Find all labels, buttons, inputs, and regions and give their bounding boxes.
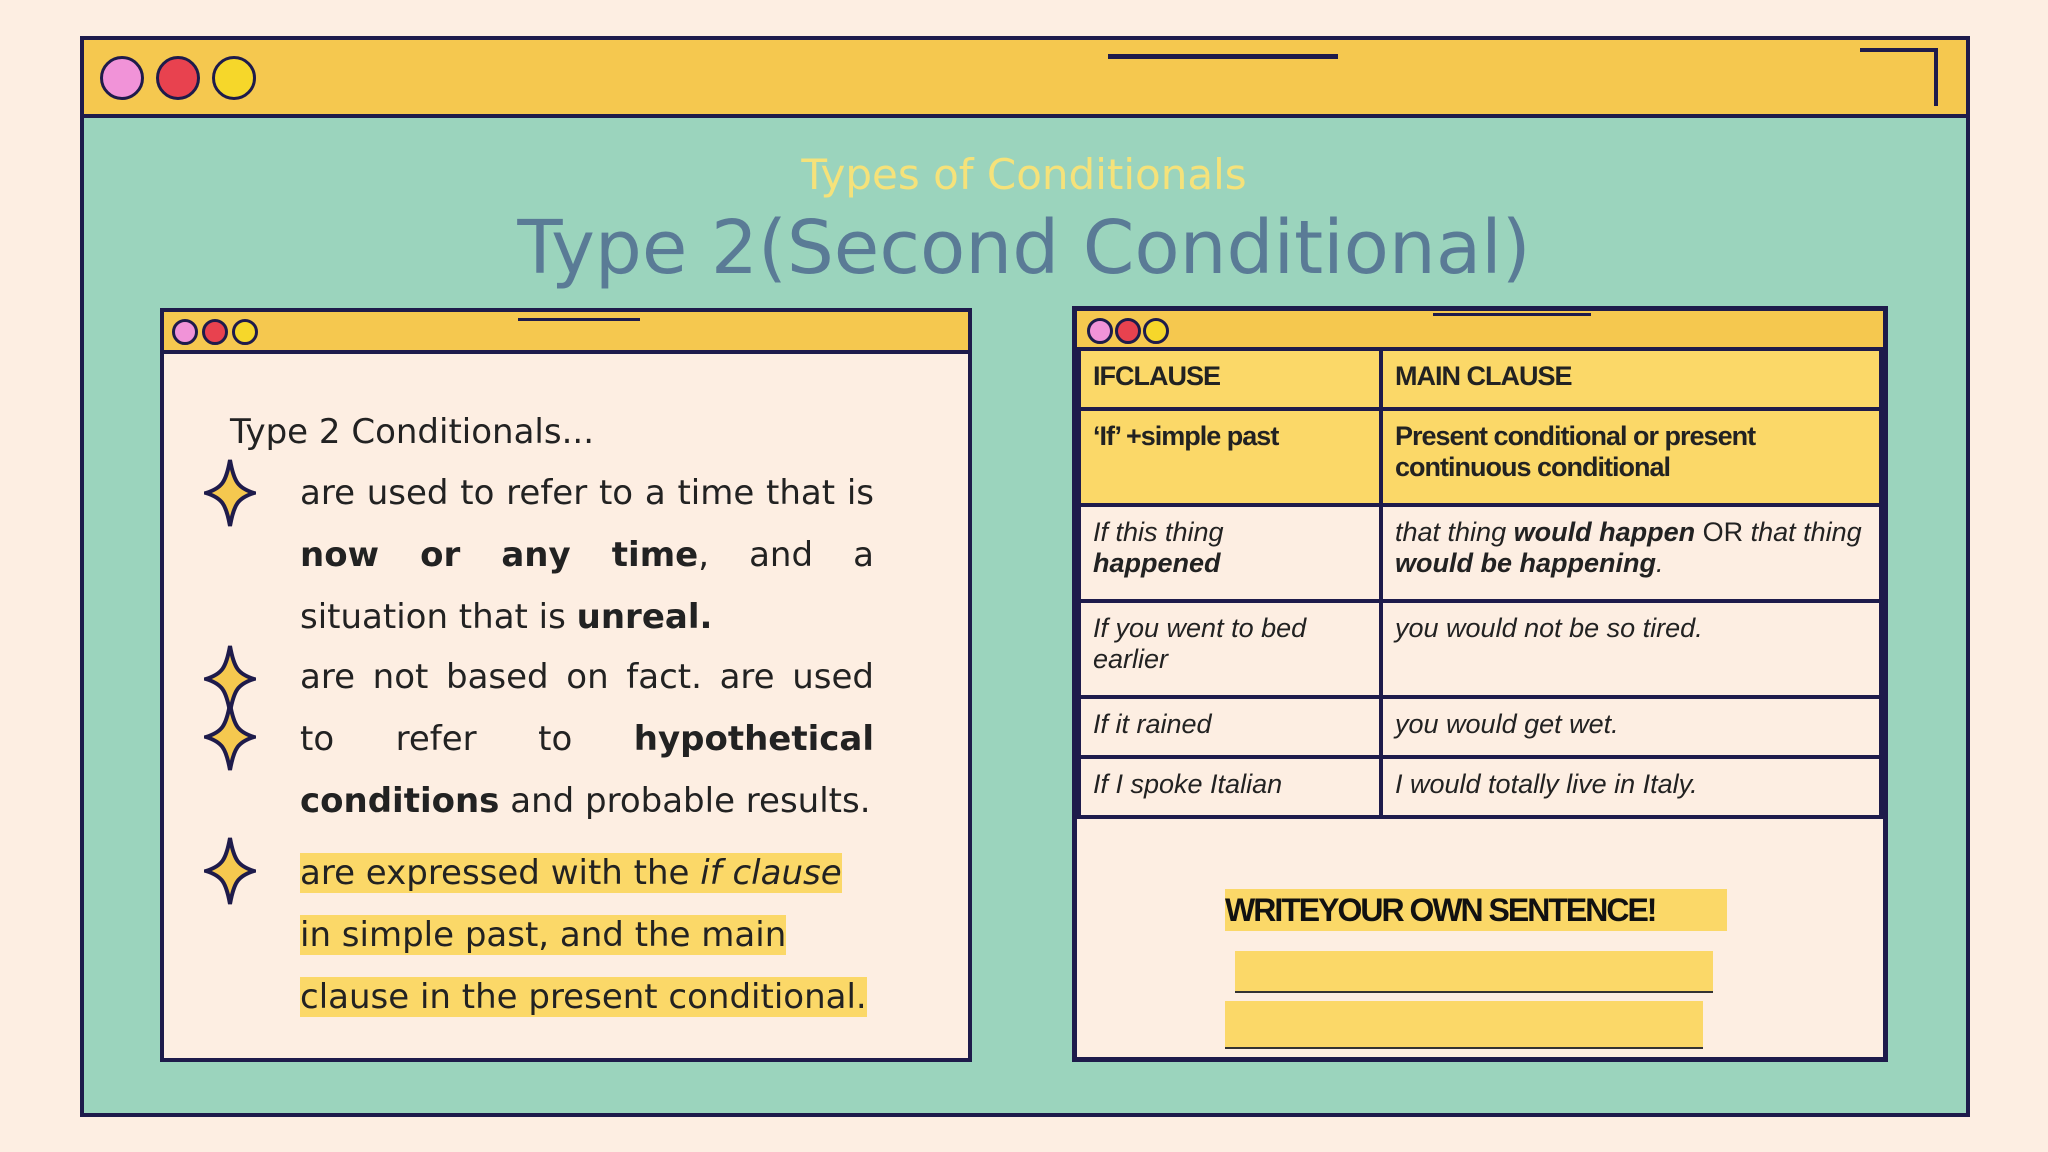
example-if-cell: If it rained	[1079, 697, 1381, 757]
sparkle-icon	[204, 702, 256, 772]
example-main-cell: you would not be so tired.	[1381, 601, 1881, 697]
example-if-cell	[1079, 505, 1381, 601]
slide-title: Type 2(Second Conditional)	[517, 205, 1531, 291]
bullet-3	[300, 842, 874, 1028]
window-dot-red	[156, 56, 200, 100]
bullet-1	[300, 462, 874, 648]
example-if-text: If this thing	[1093, 517, 1224, 547]
bullet-1-bold-b: unreal.	[576, 597, 713, 637]
formula-main: Present conditional or present continuous conditional	[1381, 409, 1881, 505]
bullet-1-bold-a: now or any time	[300, 535, 699, 575]
bullet-2-text-b: and probable results.	[499, 781, 871, 821]
panel-bar-line	[518, 318, 640, 321]
example-main-bold-2: would be happening	[1395, 548, 1656, 578]
table-row	[1079, 697, 1881, 757]
example-main-cell: you would get wet.	[1381, 697, 1881, 757]
example-main-end: .	[1655, 548, 1664, 578]
panel-title-bar	[1077, 311, 1883, 351]
bullet-1-text-b: , and a situation that is	[300, 535, 874, 637]
example-if-cell: If I spoke Italian	[1079, 757, 1381, 817]
formula-if: ‘If’ +simple past	[1079, 409, 1381, 505]
header-main-clause: MAIN CLAUSE	[1381, 349, 1881, 409]
table-header-row	[1079, 349, 1881, 409]
example-main-text-a: that thing	[1395, 517, 1514, 547]
table-formula-row	[1079, 409, 1881, 505]
slide-subtitle: Types of Conditionals	[801, 150, 1247, 199]
example-main-cell	[1381, 505, 1881, 601]
corner-mark-icon	[1860, 48, 1938, 106]
sparkle-icon	[204, 836, 256, 906]
example-if-cell: If you went to bed earlier	[1079, 601, 1381, 697]
explanation-panel	[160, 308, 972, 1062]
write-prompt: WRITEYOUR OWN SENTENCE!	[1225, 889, 1727, 931]
bullet-2-text-a: are not based on fact. are used to refer to	[300, 657, 874, 759]
conditional-table-panel	[1072, 306, 1888, 1062]
window-dot-pink	[100, 56, 144, 100]
example-if-bold: happened	[1093, 548, 1221, 578]
window-title-bar	[84, 40, 1966, 118]
intro-text: Type 2 Conditionals...	[230, 412, 595, 452]
bullet-2	[300, 646, 874, 832]
panel-dot-yellow	[1143, 318, 1169, 344]
header-if-clause: IFCLAUSE	[1079, 349, 1381, 409]
example-main-or: OR	[1695, 517, 1751, 547]
panel-dot-yellow	[232, 319, 258, 345]
table-row	[1079, 505, 1881, 601]
window-dot-yellow	[212, 56, 256, 100]
bullet-3-text-b: in simple past, and the main clause in the present conditional.	[300, 915, 867, 1017]
table-row	[1079, 757, 1881, 817]
panel-dot-red	[202, 319, 228, 345]
bullet-3-italic-a: if clause	[700, 853, 842, 893]
bullet-2-bold-a: hypothetical conditions	[300, 719, 874, 821]
panel-dot-pink	[172, 319, 198, 345]
panel-dot-red	[1115, 318, 1141, 344]
title-bar-line	[1108, 54, 1338, 59]
answer-line-1[interactable]	[1235, 951, 1713, 993]
example-main-bold-1: would happen	[1513, 517, 1696, 547]
bullet-3-text-a: are expressed with the	[300, 853, 701, 893]
bullet-1-text-a: are used to refer to a time that is	[300, 473, 874, 513]
panel-dot-pink	[1087, 318, 1113, 344]
table-row	[1079, 601, 1881, 697]
example-main-text-c: that thing	[1750, 517, 1862, 547]
sparkle-icon	[204, 458, 256, 528]
example-main-cell: I would totally live in Italy.	[1381, 757, 1881, 817]
conditionals-table	[1077, 347, 1883, 819]
answer-line-2[interactable]	[1225, 1001, 1703, 1049]
panel-bar-line	[1433, 313, 1591, 316]
panel-title-bar	[164, 312, 968, 354]
